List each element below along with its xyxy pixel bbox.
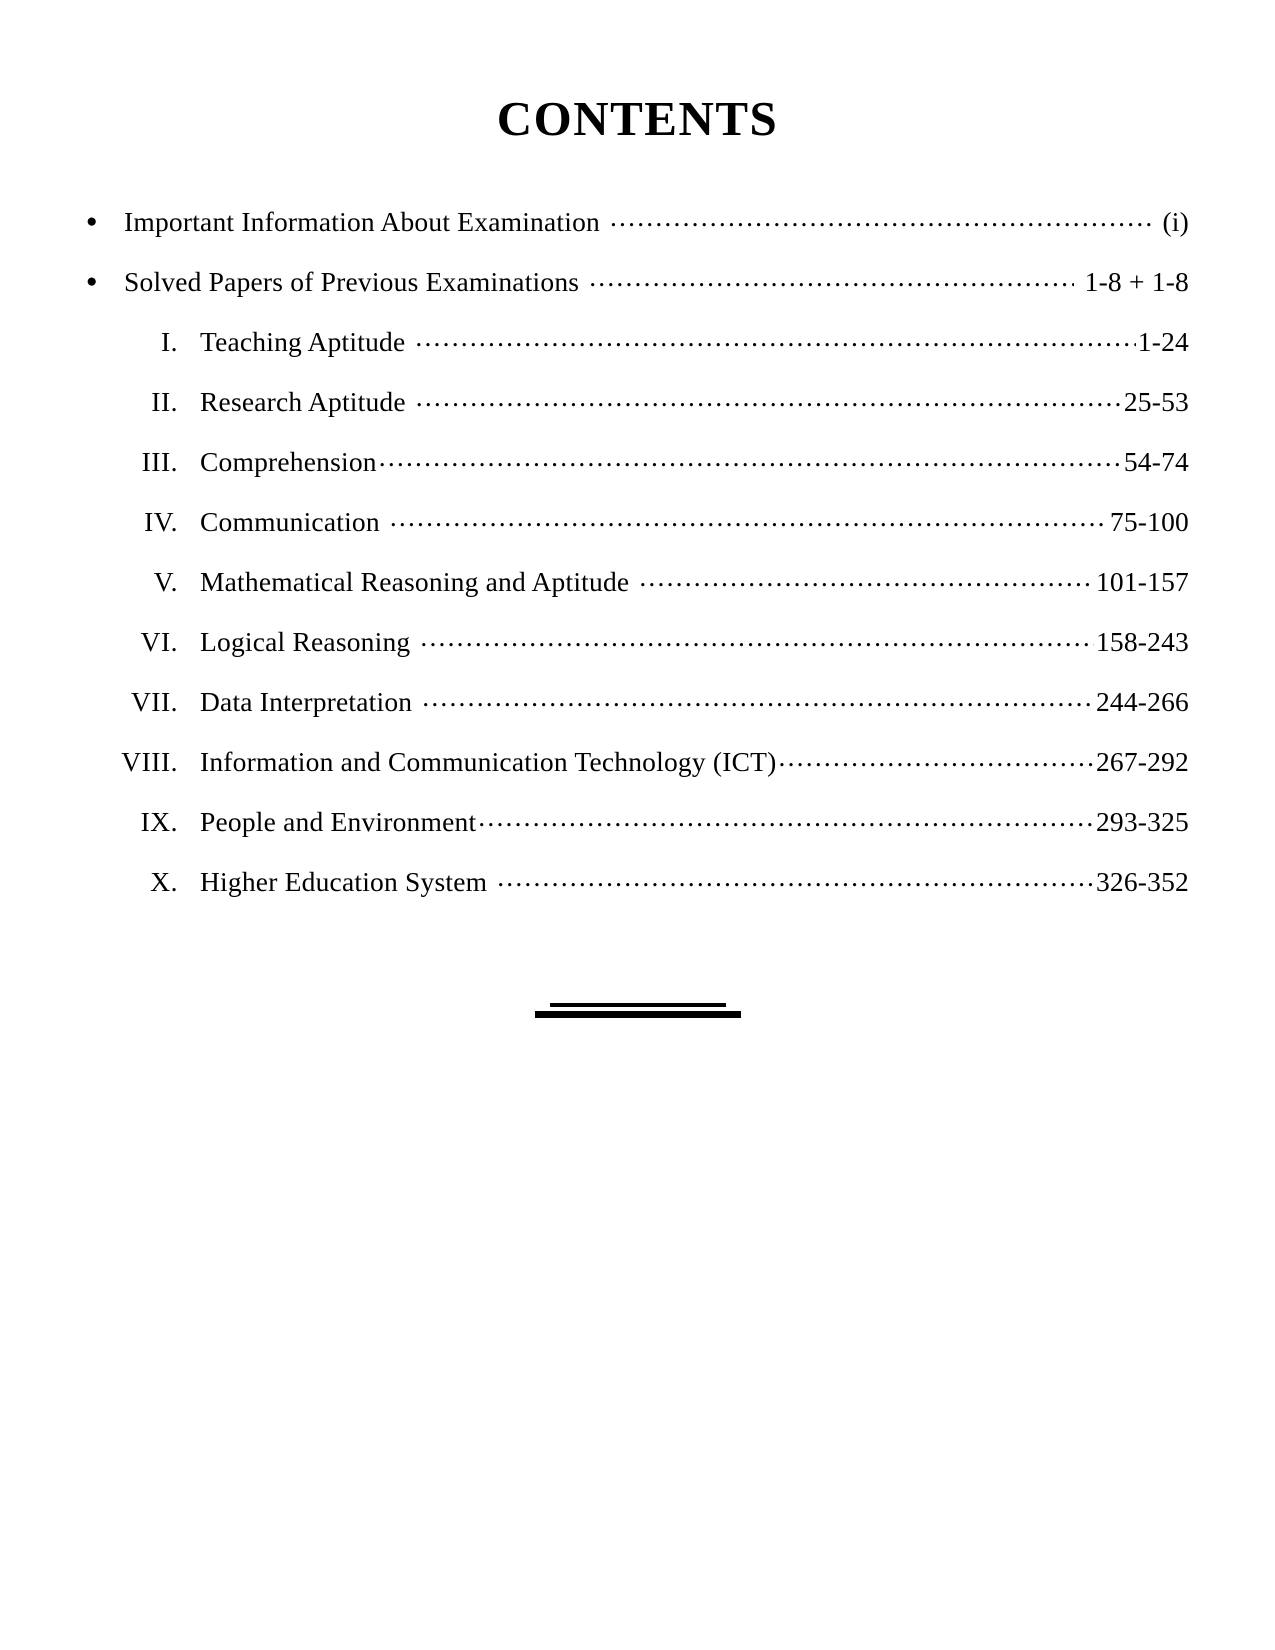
dot-leader	[478, 803, 1094, 831]
toc-entry-chapter[interactable]	[86, 803, 1189, 863]
toc-entry-chapter[interactable]	[86, 383, 1189, 443]
dot-leader	[379, 443, 1122, 471]
toc-entry-label: Logical Reasoning	[200, 625, 411, 657]
chapter-numeral: III.	[141, 445, 178, 477]
toc-entry-front-matter[interactable]	[86, 263, 1189, 323]
dot-leader	[610, 203, 1151, 231]
dot-leader	[390, 503, 1108, 531]
toc-entry-label: Comprehension	[200, 445, 377, 477]
dot-leader	[416, 383, 1122, 411]
divider-rule-thick	[535, 1011, 741, 1018]
dot-leader	[422, 683, 1094, 711]
dot-leader	[420, 623, 1094, 651]
toc-entry-label: Solved Papers of Previous Examinations	[124, 265, 580, 297]
toc-entry-chapter[interactable]	[86, 443, 1189, 503]
bullet-icon: ●	[86, 210, 98, 232]
toc-entry-chapter[interactable]	[86, 863, 1189, 923]
dot-leader	[497, 863, 1094, 891]
toc-entry-pages: 267-292	[1095, 745, 1189, 777]
chapter-numeral: V.	[153, 565, 178, 597]
divider-ornament	[0, 1003, 1275, 1018]
divider-rule-thin	[550, 1003, 726, 1007]
toc-entry-pages: 244-266	[1095, 685, 1189, 717]
toc-entry-pages: 1-24	[1137, 325, 1189, 357]
toc-entry-label: Communication	[200, 505, 380, 537]
toc-entry-label: Information and Communication Technology (ICT)	[200, 745, 777, 777]
toc-entry-pages: 101-157	[1095, 565, 1189, 597]
toc-entry-pages: 158-243	[1095, 625, 1189, 657]
toc-entry-label: Higher Education System	[200, 865, 488, 897]
toc-entry-label: Important Information About Examination	[124, 205, 600, 237]
dot-leader	[589, 263, 1073, 291]
chapter-numeral: IX.	[140, 805, 178, 837]
toc-entry-chapter[interactable]	[86, 683, 1189, 743]
dot-leader	[415, 323, 1135, 351]
dot-leader	[639, 563, 1094, 591]
toc-entry-front-matter[interactable]	[86, 203, 1189, 263]
chapter-numeral: VI.	[140, 625, 178, 657]
toc-entry-pages: 75-100	[1109, 505, 1189, 537]
chapter-numeral: VIII.	[121, 745, 178, 777]
toc-entry-label: Research Aptitude	[200, 385, 406, 417]
toc-entry-chapter[interactable]	[86, 563, 1189, 623]
toc-entry-label: Teaching Aptitude	[200, 325, 406, 357]
toc-entry-label: People and Environment	[200, 805, 477, 837]
chapter-numeral: II.	[151, 385, 178, 417]
page-title: CONTENTS	[496, 91, 779, 146]
chapter-numeral: IV.	[144, 505, 178, 537]
toc-entry-pages: 25-53	[1123, 385, 1189, 417]
toc-entry-chapter[interactable]	[86, 503, 1189, 563]
toc-entry-chapter[interactable]	[86, 743, 1189, 803]
toc-entry-pages: 326-352	[1095, 865, 1189, 897]
toc-entry-chapter[interactable]	[86, 323, 1189, 383]
chapter-numeral: VII.	[130, 685, 178, 717]
chapter-numeral: X.	[150, 865, 178, 897]
toc-entry-pages: 54-74	[1123, 445, 1189, 477]
dot-leader	[779, 743, 1094, 771]
toc-entry-chapter[interactable]	[86, 623, 1189, 683]
toc-entry-label: Mathematical Reasoning and Aptitude	[200, 565, 630, 597]
bullet-icon: ●	[86, 270, 98, 292]
chapter-numeral: I.	[160, 325, 178, 357]
toc-entry-pages: (i)	[1162, 205, 1189, 237]
toc-entry-pages: 1-8 + 1-8	[1084, 265, 1189, 297]
toc-entry-pages: 293-325	[1095, 805, 1189, 837]
toc-entry-label: Data Interpretation	[200, 685, 413, 717]
table-of-contents	[86, 203, 1189, 923]
